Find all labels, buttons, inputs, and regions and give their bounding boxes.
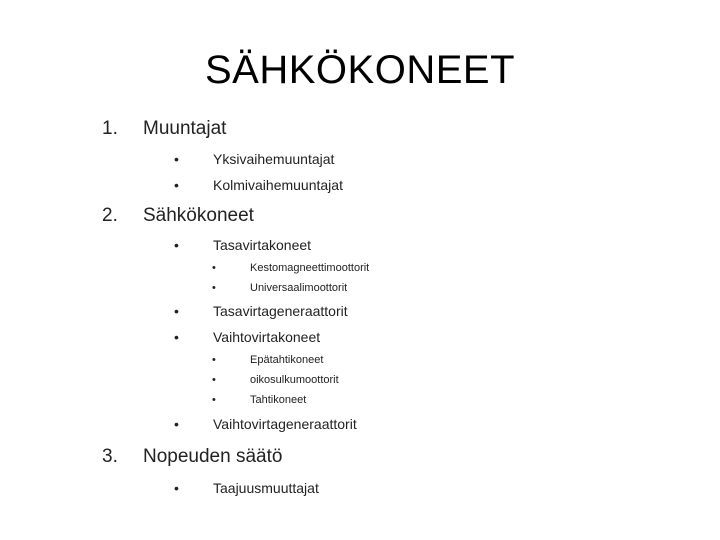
bullet-icon: •	[212, 282, 216, 294]
list-item-level3: Kestomagneettimoottorit	[250, 262, 370, 274]
list-item-level2: Kolmivaihemuuntajat	[213, 177, 343, 193]
list-item-level3: Epätahtikoneet	[250, 354, 324, 366]
list-item-level2: Vaihtovirtageneraattorit	[213, 416, 357, 432]
section-label: Muuntajat	[143, 118, 227, 139]
list-item-level2: Yksivaihemuuntajat	[213, 151, 335, 167]
bullet-icon: •	[174, 237, 179, 253]
bullet-icon: •	[174, 329, 179, 345]
bullet-icon: •	[174, 151, 179, 167]
bullet-icon: •	[174, 303, 179, 319]
list-item-level1	[102, 118, 118, 140]
section-label: Nopeuden säätö	[143, 446, 283, 467]
list-number: 1.	[102, 118, 118, 139]
list-item-level3: Tahtikoneet	[250, 394, 307, 406]
bullet-icon: •	[212, 394, 216, 406]
list-item-level2: Tasavirtageneraattorit	[213, 303, 348, 319]
bullet-icon: •	[174, 177, 179, 193]
list-item-level3: oikosulkumoottorit	[250, 374, 339, 386]
bullet-icon: •	[174, 480, 179, 496]
section-label: Sähkökoneet	[143, 205, 254, 226]
list-number: 2.	[102, 205, 118, 226]
bullet-icon: •	[212, 354, 216, 366]
bullet-icon: •	[212, 374, 216, 386]
bullet-icon: •	[174, 416, 179, 432]
list-item-level2: Taajuusmuuttajat	[213, 480, 319, 496]
list-item-level2: Vaihtovirtakoneet	[213, 329, 321, 345]
list-item-level2: Tasavirtakoneet	[213, 237, 312, 253]
bullet-icon: •	[212, 262, 216, 274]
list-number: 3.	[102, 446, 118, 467]
list-item-level3: Universaalimoottorit	[250, 282, 348, 294]
slide-title: SÄHKÖKONEET	[204, 48, 515, 92]
